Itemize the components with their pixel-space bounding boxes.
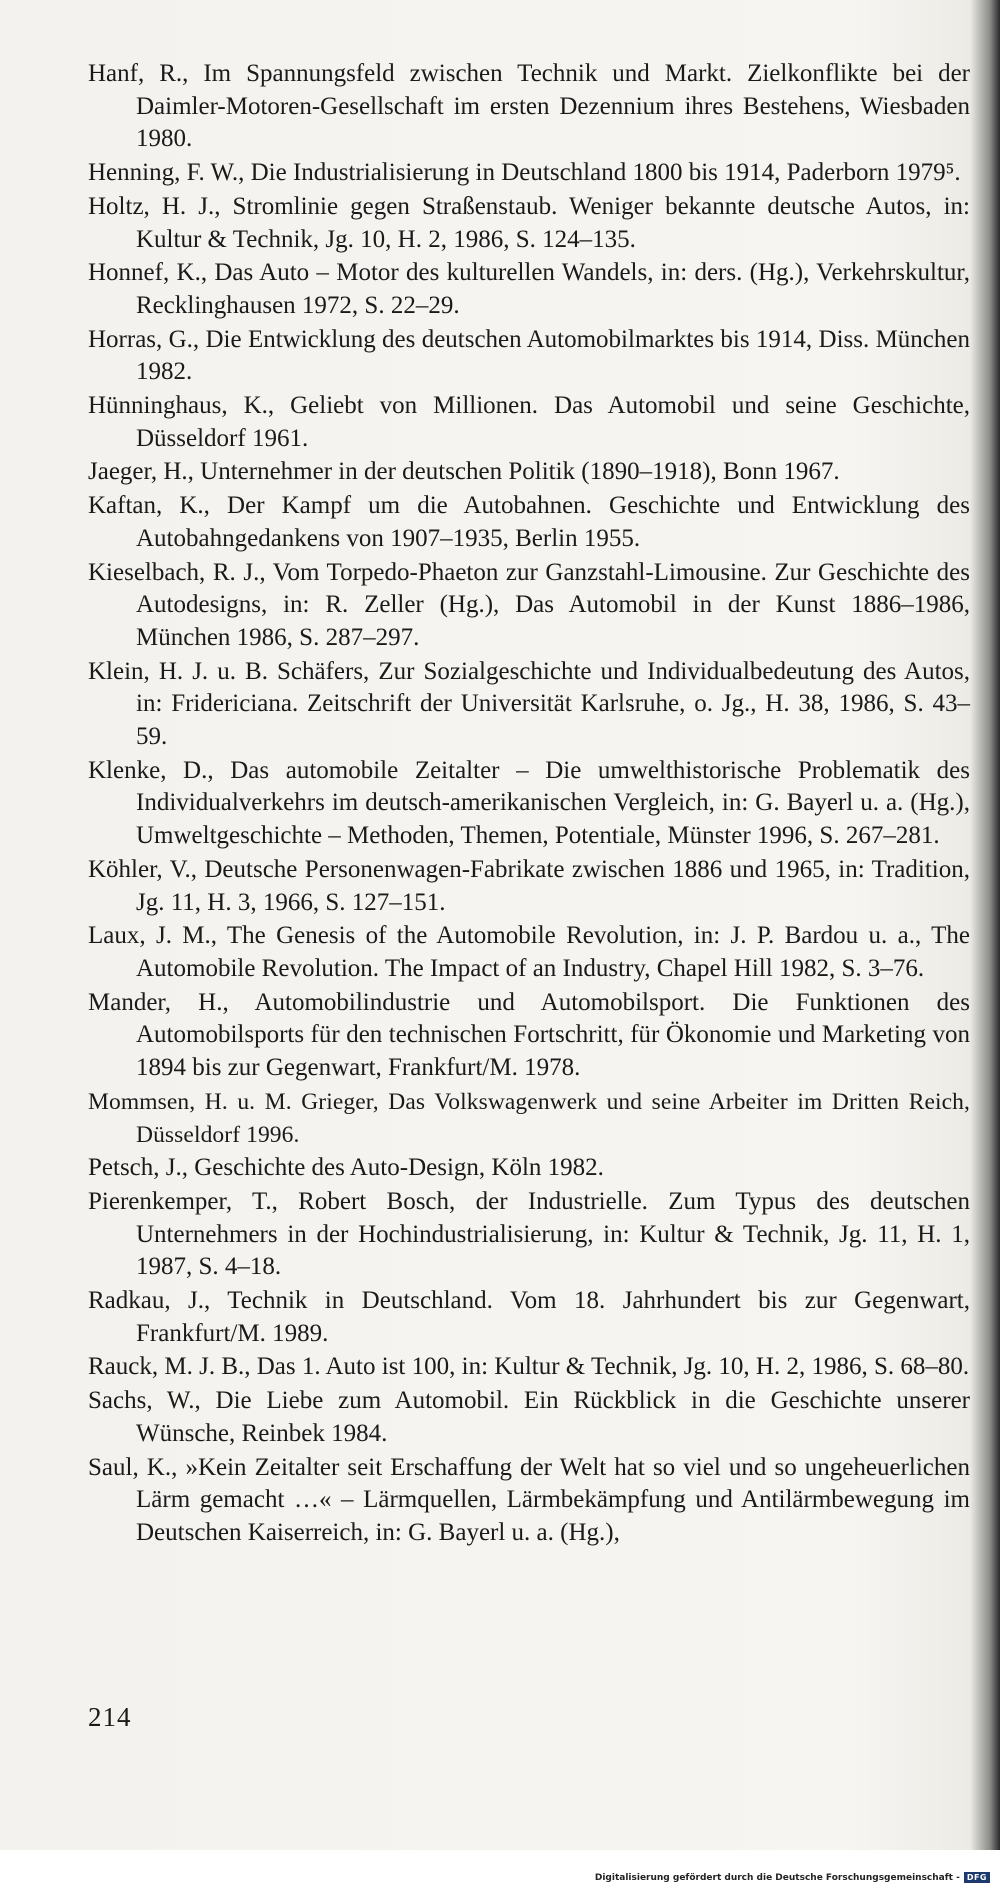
page-number: 214 (88, 1702, 132, 1732)
bibliography-entry: Klenke, D., Das automobile Zeitalter – Die umwelthistorische Problematik des Individualverkehrs im deutsch-amerikanischen Vergleich, in: G. Bayerl u. a. (Hg.), Umweltgeschichte – Methoden, Themen, Potentiale, Münster 1996, S. 267–281. (88, 756, 970, 850)
bibliography-entry: Henning, F. W., Die Industrialisierung in Deutschland 1800 bis 1914, Paderborn 1979⁵. (88, 159, 961, 187)
bibliography-entry: Klein, H. J. u. B. Schäfers, Zur Sozialgeschichte und Individualbedeutung des Autos, in: Fridericiana. Zeitschrift der Universität Karlsruhe, o. Jg., H. 38, 1986, S. 43–59. (88, 657, 970, 751)
bibliography-entry: Saul, K., »Kein Zeitalter seit Erschaffung der Welt hat so viel und so ungeheuerlichen Lärm gemacht …« – Lärmquellen, Lärmbekämpfung und Antilärmbewegung im Deutschen Kaiserreich, in: G. Bayerl u. a. (Hg.), (88, 1453, 970, 1546)
bibliography-entry: Sachs, W., Die Liebe zum Automobil. Ein Rückblick in die Geschichte unserer Wünsche, Reinbek 1984. (88, 1387, 970, 1447)
bibliography-list (88, 58, 970, 1551)
bibliography-entry: Jaeger, H., Unternehmer in der deutschen Politik (1890–1918), Bonn 1967. (88, 458, 840, 486)
dfg-logo: DFG (964, 1872, 990, 1883)
bibliography-entry: Pierenkemper, T., Robert Bosch, der Industrielle. Zum Typus des deutschen Unternehmers in der Hochindustrialisierung, in: Kultur & Technik, Jg. 11, H. 1, 1987, S. 4–18. (88, 1187, 970, 1281)
digitization-credit (595, 1872, 990, 1883)
bibliography-entry: Kaftan, K., Der Kampf um die Autobahnen. Geschichte und Entwicklung des Autobahngedankens von 1907–1935, Berlin 1955. (88, 492, 970, 552)
bibliography-entry: Mander, H., Automobilindustrie und Automobilsport. Die Funktionen des Automobilsports für den technischen Fortschritt, für Ökonomie und Marketing von 1894 bis zur Gegenwart, Frankfurt/M. 1978. (88, 988, 970, 1082)
bibliography-entry: Hanf, R., Im Spannungsfeld zwischen Technik und Markt. Zielkonflikte bei der Daimler-Motoren-Gesellschaft im ersten Dezennium ihres Bestehens, Wiesbaden 1980. (88, 60, 970, 153)
bibliography-entry: Mommsen, H. u. M. Grieger, Das Volkswagenwerk und seine Arbeiter im Dritten Reich, Düsseldorf 1996. (88, 1088, 970, 1148)
bibliography-entry: Rauck, M. J. B., Das 1. Auto ist 100, in: Kultur & Technik, Jg. 10, H. 2, 1986, S. 68–80. (88, 1353, 970, 1381)
scan-footer (0, 1850, 1000, 1890)
bibliography-entry: Radkau, J., Technik in Deutschland. Vom 18. Jahrhundert bis zur Gegenwart, Frankfurt/M. 1989. (88, 1287, 970, 1347)
bibliography-entry: Honnef, K., Das Auto – Motor des kulturellen Wandels, in: ders. (Hg.), Verkehrskultur, Recklinghausen 1972, S. 22–29. (88, 259, 970, 319)
bibliography-entry: Horras, G., Die Entwicklung des deutschen Automobilmarktes bis 1914, Diss. München 1982. (88, 325, 970, 386)
bibliography-entry: Köhler, V., Deutsche Personenwagen-Fabrikate zwischen 1886 und 1965, in: Tradition, Jg. 11, H. 3, 1966, S. 127–151. (88, 855, 970, 916)
bibliography-entry: Laux, J. M., The Genesis of the Automobile Revolution, in: J. P. Bardou u. a., The Automobile Revolution. The Impact of an Industry, Chapel Hill 1982, S. 3–76. (88, 922, 970, 982)
bibliography-entry: Petsch, J., Geschichte des Auto-Design, Köln 1982. (88, 1154, 604, 1182)
credit-text: Digitalisierung gefördert durch die Deutsche Forschungsgemeinschaft - (594, 1872, 960, 1883)
bibliography-entry: Holtz, H. J., Stromlinie gegen Straßenstaub. Weniger bekannte deutsche Autos, in: Kultur & Technik, Jg. 10, H. 2, 1986, S. 124–135. (88, 192, 970, 253)
bibliography-entry: Hünninghaus, K., Geliebt von Millionen. Das Automobil und seine Geschichte, Düsseldorf 1961. (88, 392, 970, 452)
bibliography-entry: Kieselbach, R. J., Vom Torpedo-Phaeton zur Ganzstahl-Limousine. Zur Geschichte des Autodesigns, in: R. Zeller (Hg.), Das Automobil in der Kunst 1886–1986, München 1986, S. 287–297. (88, 558, 970, 651)
